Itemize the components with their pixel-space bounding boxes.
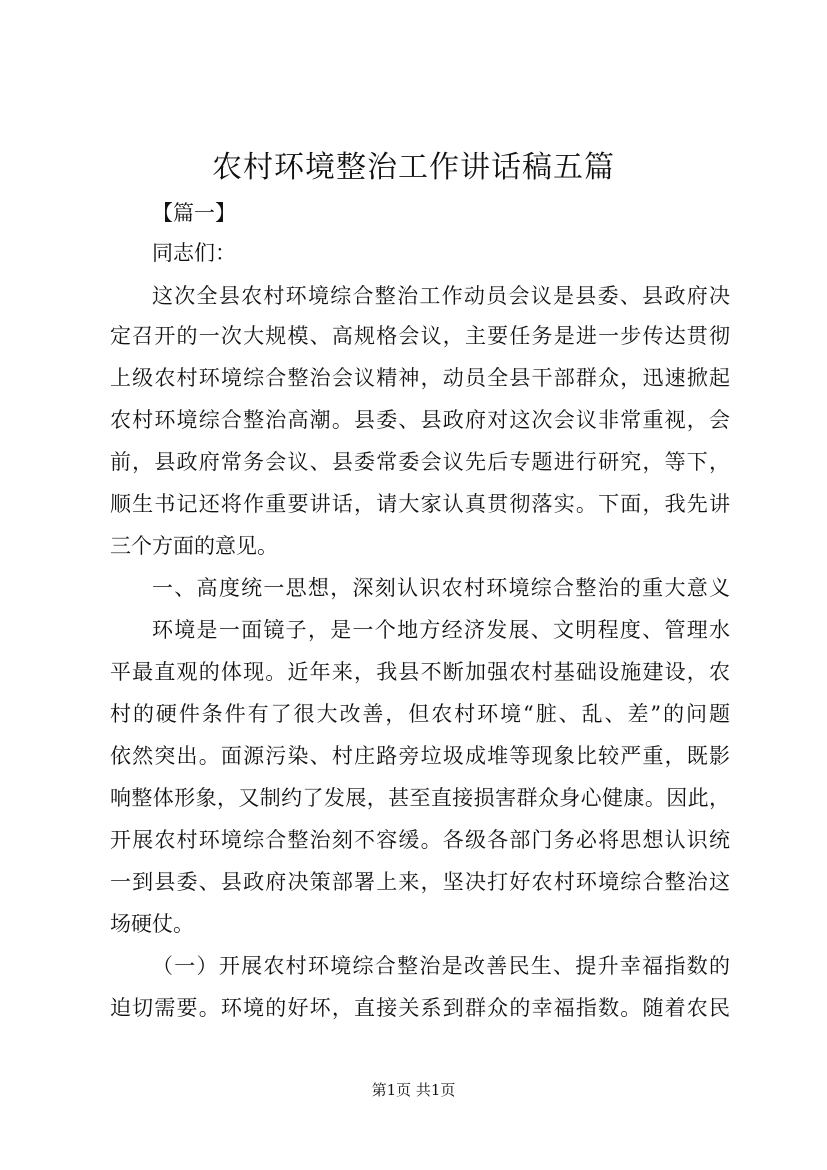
- body-line: 顺生书记还将作重要讲话，请大家认真贯彻落实。下面，我先讲: [110, 492, 730, 516]
- document-title: 农村环境整治工作讲话稿五篇: [212, 150, 615, 185]
- body-line: 响整体形象，又制约了发展，甚至直接损害群众身心健康。因此，: [110, 786, 730, 810]
- body-line: 一到县委、县政府决策部署上来，坚决打好农村环境综合整治这: [110, 870, 730, 894]
- body-line: 农村环境综合整治高潮。县委、县政府对这次会议非常重视，会: [110, 408, 730, 432]
- body-line: 上级农村环境综合整治会议精神，动员全县干部群众，迅速掀起: [110, 366, 730, 390]
- section-heading: 【篇一】: [152, 201, 236, 225]
- salutation: 同志们：: [152, 241, 236, 265]
- body-line: 三个方面的意见。: [110, 534, 278, 558]
- page-number-footer: 第1页 共1页: [371, 1081, 456, 1099]
- body-line: 平最直观的体现。近年来，我县不断加强农村基础设施建设，农: [110, 660, 730, 684]
- body-line: 环境是一面镜子，是一个地方经济发展、文明程度、管理水: [152, 618, 730, 642]
- body-line: 场硬仗。: [110, 912, 194, 936]
- body-line: 这次全县农村环境综合整治工作动员会议是县委、县政府决: [152, 284, 730, 308]
- subheading: 一、高度统一思想，深刻认识农村环境综合整治的重大意义: [152, 576, 730, 600]
- body-line: 前，县政府常务会议、县委常委会议先后专题进行研究，等下，: [110, 450, 730, 474]
- body-line: （一）开展农村环境综合整治是改善民生、提升幸福指数的: [152, 954, 730, 978]
- body-line: 定召开的一次大规模、高规格会议，主要任务是进一步传达贯彻: [110, 324, 730, 348]
- body-line: 依然突出。面源污染、村庄路旁垃圾成堆等现象比较严重，既影: [110, 744, 730, 768]
- body-line: 开展农村环境综合整治刻不容缓。各级各部门务必将思想认识统: [110, 828, 730, 852]
- body-line: 村的硬件条件有了很大改善，但农村环境“脏、乱、差”的问题: [110, 702, 730, 726]
- body-line: 迫切需要。环境的好坏，直接关系到群众的幸福指数。随着农民: [110, 996, 730, 1020]
